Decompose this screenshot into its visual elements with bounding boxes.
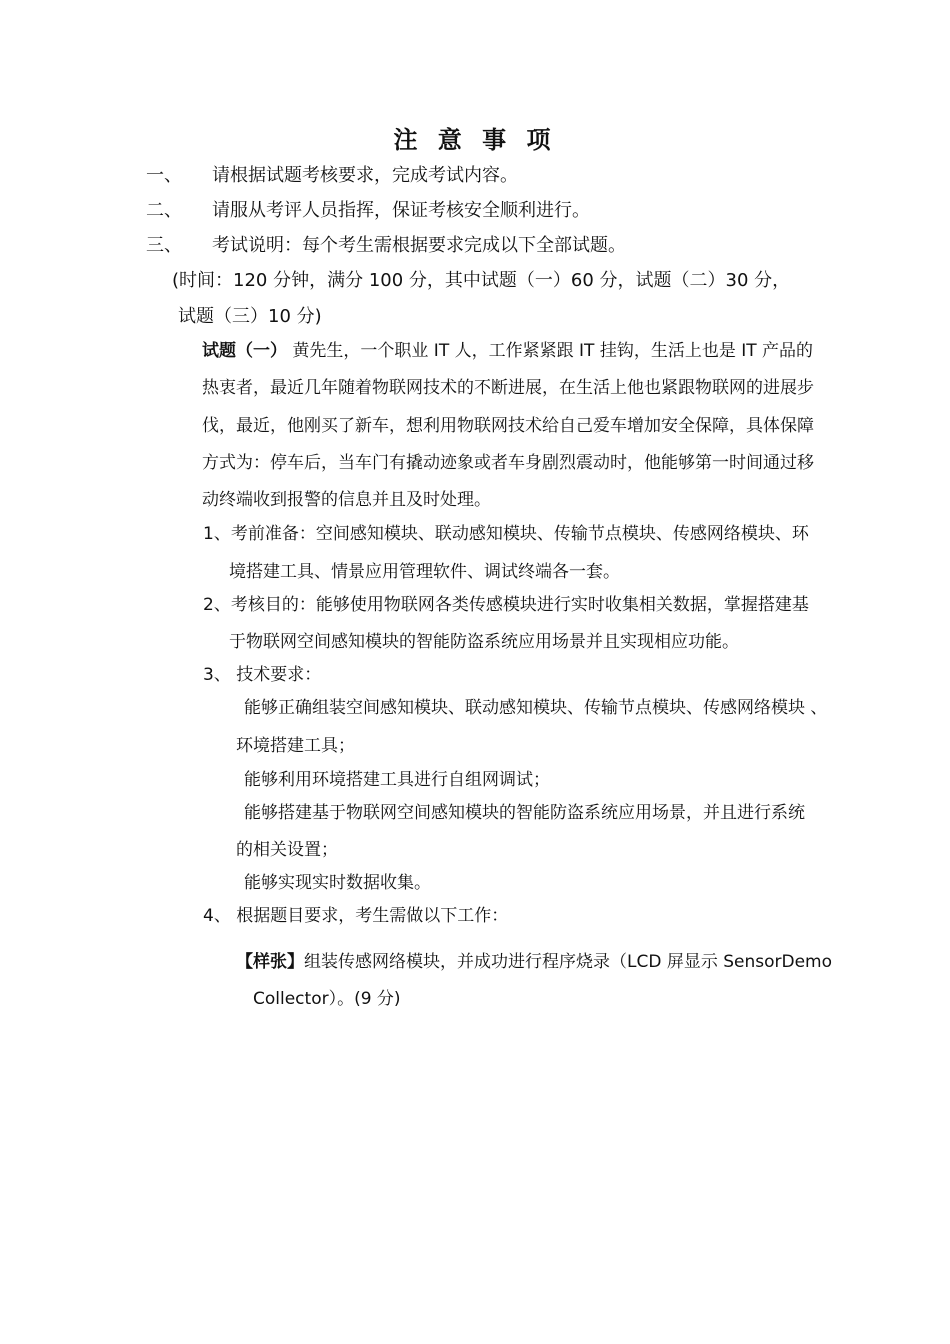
sample-line-1 — [236, 952, 832, 972]
notice-2-number: 二、 — [146, 200, 182, 221]
item-4-heading: 4、 根据题目要求，考生需做以下工作： — [203, 906, 509, 926]
question-1-text-line-2: 热衷者，最近几年随着物联网技术的不断进展，在生活上他也紧跟物联网的进展步 — [202, 378, 814, 398]
notice-1-number: 一、 — [146, 165, 182, 186]
sample-text-line-2: Collector）。(9 分) — [253, 989, 401, 1009]
tech-req-3-line-1: 能够搭建基于物联网空间感知模块的智能防盗系统应用场景，并且进行系统 — [244, 803, 805, 823]
item-1-line-1: 1、考前准备：空间感知模块、联动感知模块、传输节点模块、传感网络模块、环 — [203, 524, 809, 544]
tech-req-4: 能够实现实时数据收集。 — [244, 873, 431, 893]
question-1-label: 试题（一） — [202, 341, 287, 361]
tech-req-1-line-1: 能够正确组装空间感知模块、联动感知模块、传输节点模块、传感网络模块 、 — [244, 698, 828, 718]
question-1-text-line-3: 伐，最近，他刚买了新车，想利用物联网技术给自己爱车增加安全保障，具体保障 — [202, 416, 814, 436]
question-1-text-line-5: 动终端收到报警的信息并且及时处理。 — [202, 490, 491, 510]
item-1-line-2: 境搭建工具、情景应用管理软件、调试终端各一套。 — [229, 562, 620, 582]
item-3-heading: 3、 技术要求： — [203, 665, 322, 685]
item-2-line-1: 2、考核目的：能够使用物联网各类传感模块进行实时收集相关数据，掌握搭建基 — [203, 595, 809, 615]
tech-req-3-line-2: 的相关设置； — [236, 840, 338, 860]
notice-3-number: 三、 — [146, 235, 182, 256]
notice-2 — [146, 201, 590, 221]
sample-label: 【样张】 — [236, 952, 304, 972]
question-1-text-line-4: 方式为：停车后，当车门有撬动迹象或者车身剧烈震动时，他能够第一时间通过移 — [202, 453, 814, 473]
tech-req-2: 能够利用环境搭建工具进行自组网调试； — [244, 770, 550, 790]
question-1-first-line — [202, 341, 813, 361]
notice-3-text: 考试说明：每个考生需根据要求完成以下全部试题。 — [212, 235, 626, 256]
sample-text-line-1: 组装传感网络模块，并成功进行程序烧录（LCD 屏显示 SensorDemo — [304, 952, 833, 972]
item-2-line-2: 于物联网空间感知模块的智能防盗系统应用场景并且实现相应功能。 — [229, 632, 739, 652]
question-1-text-line-1: 黄先生，一个职业 IT 人，工作紧紧跟 IT 挂钩，生活上也是 IT 产品的 — [287, 341, 814, 361]
notice-1-text: 请根据试题考核要求，完成考试内容。 — [212, 165, 518, 186]
notice-3 — [146, 236, 626, 256]
page-title: 注 意 事 项 — [393, 125, 557, 154]
notice-1 — [146, 166, 518, 186]
time-note-line-1: (时间：120 分钟，满分 100 分，其中试题（一）60 分，试题（二）30 分， — [172, 270, 791, 291]
tech-req-1-line-2: 环境搭建工具； — [236, 736, 355, 756]
time-note-line-2: 试题（三）10 分) — [178, 306, 322, 327]
notice-2-text: 请服从考评人员指挥，保证考核安全顺利进行。 — [212, 200, 590, 221]
